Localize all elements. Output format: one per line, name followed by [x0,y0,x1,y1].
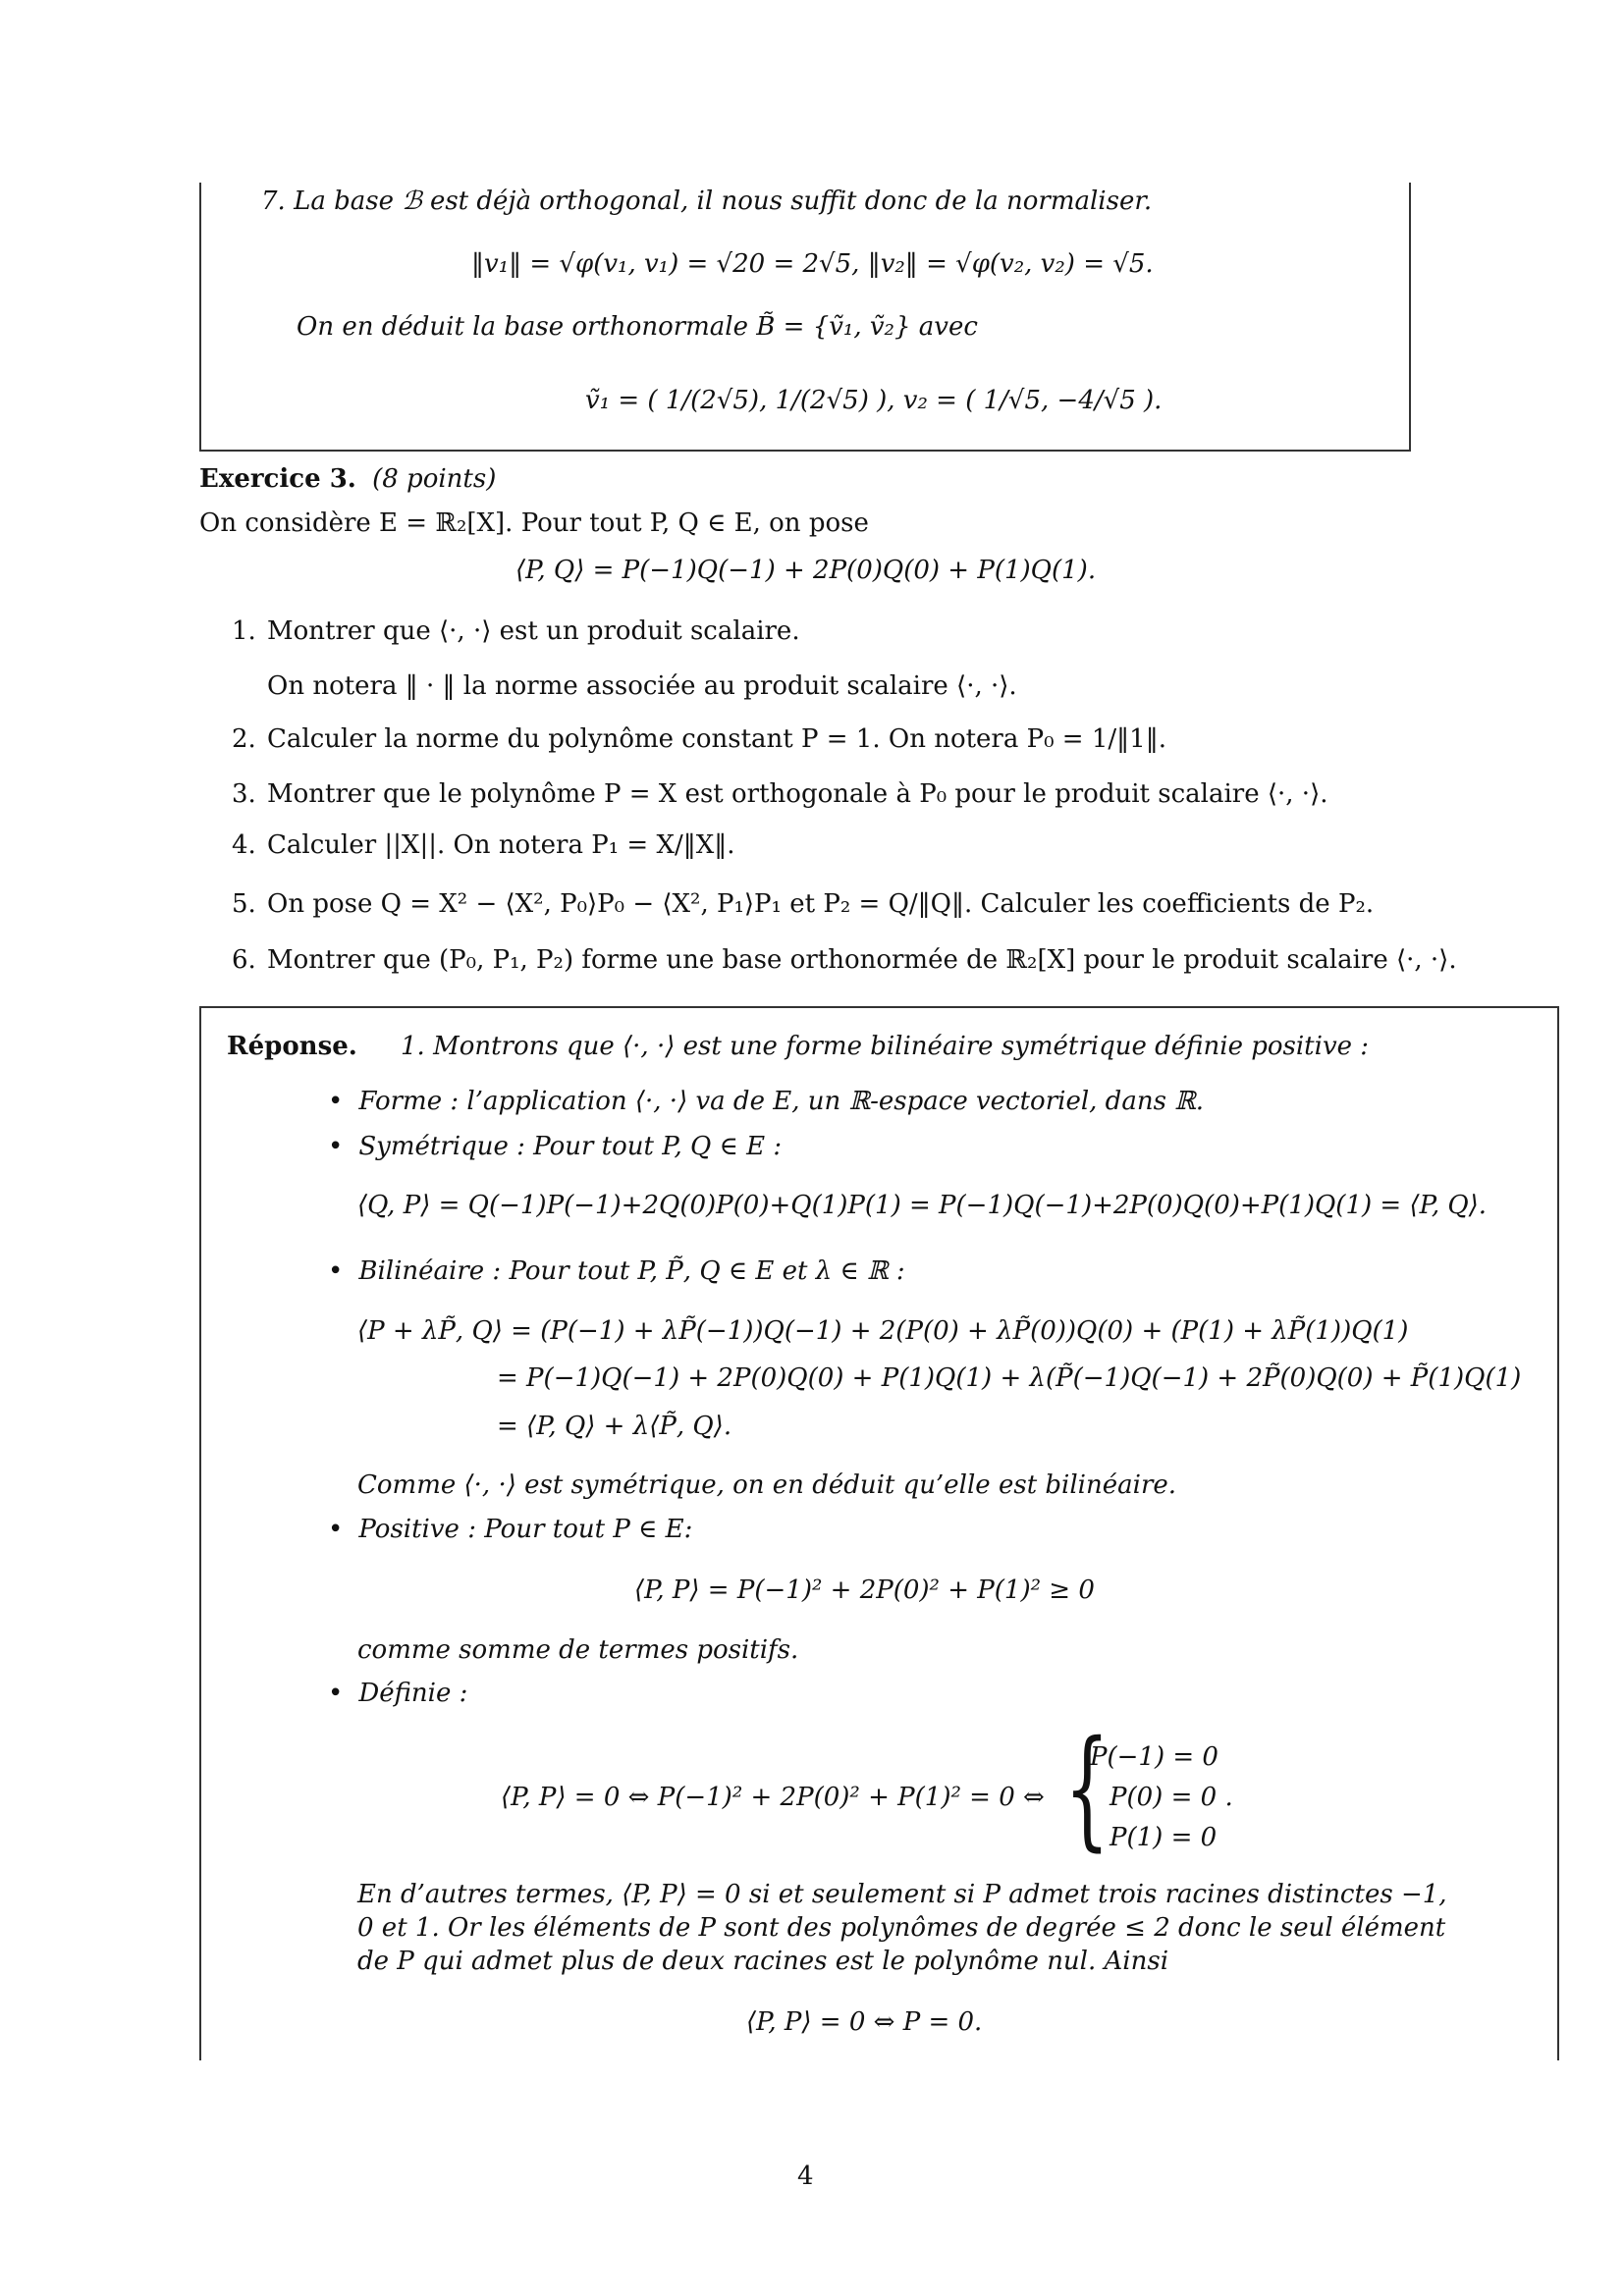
top-deduce-text: On en déduit la base orthonormale B̃ = {ṽ₁, ṽ₂} avec [297,312,978,342]
bullet-bilineaire [328,1258,905,1284]
question-6 [232,947,1457,973]
top-box-left-border [199,183,201,452]
question-text: Montrer que (P₀, P₁, P₂) forme une base orthonormée de ℝ₂[X] pour le produit scalaire ⟨·, ·⟩. [267,945,1457,975]
question-text: Montrer que ⟨·, ·⟩ est un produit scalaire. [267,616,800,646]
bullet-positive [328,1517,692,1542]
exercise-intro: On considère E = ℝ₂[X]. Pour tout P, Q ∈ E, on pose [199,508,869,538]
bullet-text: Symétrique : Pour tout P, Q ∈ E : [358,1132,783,1161]
question-text: Montrer que le polynôme P = X est orthogonale à P₀ pour le produit scalaire ⟨·, ·⟩. [267,779,1328,809]
system-line-1: P(−1) = 0 [1090,1742,1218,1772]
final-equation: ⟨P, P⟩ = 0 ⇔ P = 0. [746,2007,983,2037]
exercise-title: Exercice 3. [199,464,356,494]
definite-paragraph-line-1: En d’autres termes, ⟨P, P⟩ = 0 si et seulement si P admet trois racines distinctes −1, [357,1880,1447,1909]
page-number: 4 [797,2162,814,2191]
top-norms-equation: ‖v₁‖ = √φ(v₁, v₁) = √20 = 2√5, ‖v₂‖ = √φ(v₂, v₂) = √5. [471,249,1154,279]
question-text: On notera ‖ · ‖ la norme associée au produit scalaire ⟨·, ·⟩. [267,671,1017,701]
bullet-symetrique [328,1134,782,1159]
exercise-heading [199,466,496,492]
bilinear-conclusion: Comme ⟨·, ·⟩ est symétrique, on en déduit qu’elle est bilinéaire. [357,1470,1177,1500]
definite-paragraph-line-2: 0 et 1. Or les éléments de P sont des polynômes de degrée ≤ 2 donc le seul élément [357,1913,1446,1943]
question-5 [232,891,1374,917]
answer-label: Réponse. [227,1032,357,1061]
system-brace: { [1064,1713,1110,1864]
question-1 [232,618,800,644]
question-number: 2. [232,724,256,754]
question-text: On pose Q = X² − ⟨X², P₀⟩P₀ − ⟨X², P₁⟩P₁ et P₂ = Q/‖Q‖. Calculer les coefficients de P₂. [267,889,1375,919]
question-number: 3. [232,779,256,809]
definite-equation-lhs: ⟨P, P⟩ = 0 ⇔ P(−1)² + 2P(0)² + P(1)² = 0 ⇔ [501,1783,1045,1812]
bullet-icon: • [328,1679,344,1708]
bullet-text: Définie : [358,1679,468,1708]
top-basis-equation: ṽ₁ = ( 1/(2√5), 1/(2√5) ), v₂ = ( 1/√5, −4/√5 ). [585,386,1163,415]
bullet-icon: • [328,1515,344,1544]
question-4 [232,832,735,858]
bilinear-equation-line-3: = ⟨P, Q⟩ + λ⟨P̃, Q⟩. [497,1412,732,1441]
exercise-definition-equation: ⟨P, Q⟩ = P(−1)Q(−1) + 2P(0)Q(0) + P(1)Q(1). [515,556,1097,585]
question-text: Calculer ||X||. On notera P₁ = X/‖X‖. [267,830,735,860]
answer-item-1: 1. Montrons que ⟨·, ·⟩ est une forme bilinéaire symétrique définie positive : [401,1032,1370,1061]
question-number: 5. [232,889,256,919]
exercise-points: (8 points) [372,464,497,494]
question-number: 4. [232,830,256,860]
bullet-text: Positive : Pour tout P ∈ E: [358,1515,693,1544]
positive-conclusion: comme somme de termes positifs. [357,1635,799,1665]
bilinear-equation-line-1: ⟨P + λP̃, Q⟩ = (P(−1) + λP̃(−1))Q(−1) + 2(P(0) + λP̃(0))Q(0) + (P(1) + λP̃(1))Q(1) [357,1316,1409,1346]
top-box-right-border [1409,183,1411,452]
top-item-7: 7. La base ℬ est déjà orthogonal, il nous suffit donc de la normaliser. [261,187,1153,216]
answer-box-top-border [199,1006,1559,1008]
answer-box-right-border [1557,1006,1559,2060]
question-number: 1. [232,616,256,646]
bullet-forme [328,1089,1204,1114]
system-line-3: P(1) = 0 [1110,1823,1218,1852]
top-box-bottom-border [199,450,1411,452]
question-1-note [267,673,1017,699]
positive-equation: ⟨P, P⟩ = P(−1)² + 2P(0)² + P(1)² ≥ 0 [634,1575,1095,1605]
question-3 [232,781,1327,807]
symmetry-equation: ⟨Q, P⟩ = Q(−1)P(−1)+2Q(0)P(0)+Q(1)P(1) = P(−1)Q(−1)+2P(0)Q(0)+P(1)Q(1) = ⟨P, Q⟩. [357,1191,1488,1220]
question-2 [232,726,1166,752]
bullet-icon: • [328,1132,344,1161]
bullet-definie [328,1681,467,1706]
definite-paragraph-line-3: de P qui admet plus de deux racines est le polynôme nul. Ainsi [357,1947,1169,1976]
bullet-icon: • [328,1256,344,1286]
question-number: 6. [232,945,256,975]
bilinear-equation-line-2: = P(−1)Q(−1) + 2P(0)Q(0) + P(1)Q(1) + λ(P̃(−1)Q(−1) + 2P̃(0)Q(0) + P̃(1)Q(1) [497,1363,1522,1393]
bullet-text: Bilinéaire : Pour tout P, P̃, Q ∈ E et λ ∈ ℝ : [358,1256,905,1286]
system-line-2: P(0) = 0 . [1110,1783,1233,1812]
answer-box-left-border [199,1006,201,2060]
bullet-icon: • [328,1087,344,1116]
question-text: Calculer la norme du polynôme constant P = 1. On notera P₀ = 1/‖1‖. [267,724,1166,754]
bullet-text: Forme : l’application ⟨·, ·⟩ va de E, un ℝ-espace vectoriel, dans ℝ. [358,1087,1205,1116]
